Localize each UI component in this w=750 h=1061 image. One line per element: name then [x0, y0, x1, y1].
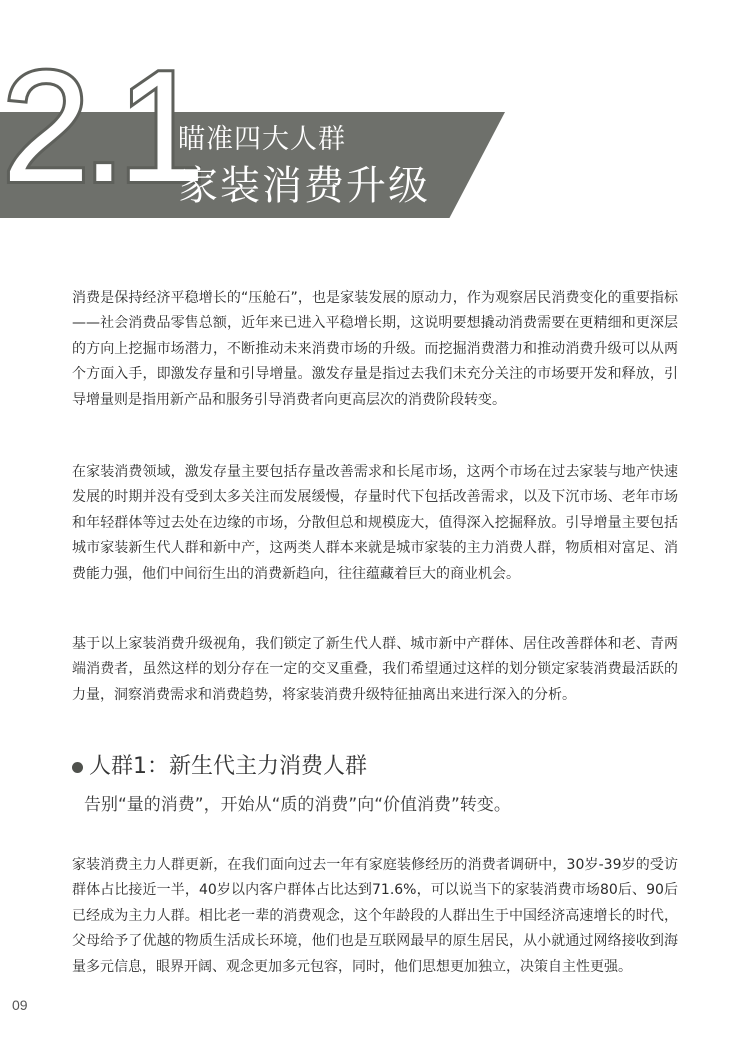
- group-title: 人群1：新生代主力消费人群: [89, 754, 367, 779]
- body-paragraph-1: 消费是保持经济平稳增长的“压舱石”，也是家装发展的原动力，作为观察居民消费变化的重要指标——社会消费品零售总额，近年来已进入平稳增长期，这说明要想撬动消费需要在更精细和更深层的方向上挖掘市场潜力，不断推动未来消费市场的升级。而挖掘消费潜力和推动消费升级可以从两个方面入手，即激发存量和引导增量。激发存量是指过去我们未充分关注的市场要开发和释放，引导增量则是指用新产品和服务引导消费者向更高层次的消费阶段转变。: [72, 290, 678, 408]
- section-title: 瞄准四大人群: [178, 124, 346, 155]
- section-number: 2.1: [2, 39, 198, 215]
- bullet-icon: [72, 762, 83, 773]
- body-paragraph-2: 在家装消费领域，激发存量主要包括存量改善需求和长尾市场，这两个市场在过去家装与地产快速发展的时期并没有受到太多关注而发展缓慢，存量时代下包括改善需求，以及下沉市场、老年市场和年轻群体等过去处在边缘的市场，分散但总和规模庞大，值得深入挖掘释放。引导增量主要包括城市家装新生代人群和新中产，这两类人群本来就是城市家装的主力消费人群，物质相对富足、消费能力强，他们中间衍生出的消费新趋向，往往蕴藏着巨大的商业机会。: [72, 464, 678, 582]
- page-number: 09: [12, 997, 28, 1013]
- group-paragraph: 家装消费主力人群更新，在我们面向过去一年有家庭装修经历的消费者调研中，30岁-39岁的受访群体占比接近一半，40岁以内客户群体占比达到71.6%，可以说当下的家装消费市场80后、90后已经成为主力人群。相比老一辈的消费观念，这个年龄段的人群出生于中国经济高速增长的时代，父母给予了优越的物质生活成长环境，他们也是互联网最早的原生居民，从小就通过网络接收到海量多元信息，眼界开阔、观念更加多元包容，同时，他们思想更加独立，决策自主性更强。: [72, 857, 678, 975]
- section-subtitle: 家装消费升级: [178, 163, 430, 209]
- group-subtitle: 告别“量的消费”，开始从“质的消费”向“价值消费”转变。: [84, 795, 511, 815]
- group-heading: [72, 752, 367, 782]
- body-paragraph-3: 基于以上家装消费升级视角，我们锁定了新生代人群、城市新中产群体、居住改善群体和老、青两端消费者，虽然这样的划分存在一定的交叉重叠，我们希望通过这样的划分锁定家装消费最活跃的力量，洞察消费需求和消费趋势，将家装消费升级特征抽离出来进行深入的分析。: [72, 636, 678, 703]
